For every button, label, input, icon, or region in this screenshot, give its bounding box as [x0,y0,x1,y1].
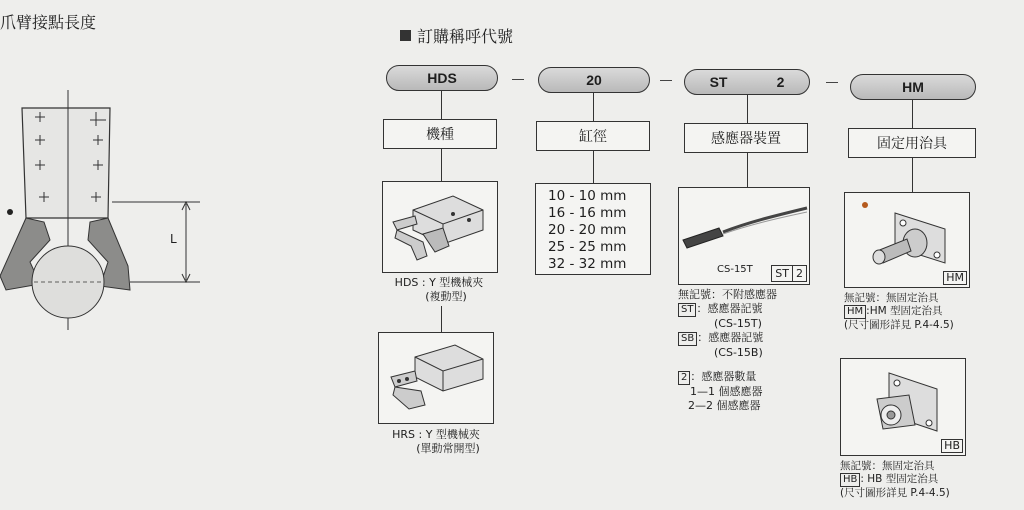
qty-text: ：感應器數量 [690,370,757,383]
code-sensor-text: ST [709,74,728,90]
gripper-length-diagram [0,90,220,340]
fixture-note-none: 無記號：無固定治具 [844,292,939,304]
bore-size-item: 32 - 32 mm [548,256,627,272]
sb-text: ：感應器記號 [697,331,764,344]
header-fixture: 固定用治具 [848,128,976,158]
fixture-note-ref: (尺寸圖形詳見 P.4-4.5) [844,319,954,331]
code-fixture-text: HM [902,79,924,95]
dimension-label-L: L [170,232,177,246]
model-caption-hrs [372,428,500,456]
hb-tag: HB [840,473,860,487]
model-caption-hds [380,276,498,304]
fixture-tag-hb: HB [941,439,963,453]
bleed-through-text [30,70,42,87]
qty-option: 2—2 個感應器 [688,399,761,412]
connector [441,91,442,119]
model-image-hds [382,181,498,273]
sensor-tag-code: ST [772,266,793,281]
connector [441,306,442,332]
fixture-image-hb [840,358,966,456]
sensor-code-tag [771,265,807,282]
code-sensor [684,69,810,95]
section-bullet-icon [400,30,411,41]
connector [441,149,442,181]
fixture-tag-hm: HM [943,271,967,285]
fixture-note-ref: (尺寸圖形詳見 P.4-4.5) [840,487,950,499]
code-bore [538,67,650,93]
fixture-notes-hb [840,460,950,500]
separator-dash [660,80,672,81]
separator-dash [512,79,524,80]
sb-tag: SB [678,332,697,346]
fixture-image-hm [844,192,970,288]
code-fixture [850,74,976,100]
sensor-image-box [678,187,810,285]
model-caption-line: (複動型) [425,290,467,303]
model-caption-line: HDS : Y 型機械夾 [394,276,484,289]
code-model [386,65,498,91]
st-text: ：感應器記號 [696,302,763,315]
connector [593,93,594,121]
sensor-notes [678,288,777,413]
sensor-note-qty [678,370,777,385]
fixture-notes-hm [844,292,954,332]
sensor-drawing [679,188,809,258]
bore-size-item: 25 - 25 mm [548,239,627,255]
sensor-note-sb [678,331,777,346]
qty-tag: 2 [678,371,690,385]
st-part: (CS-15T) [714,317,762,330]
bore-size-item: 10 - 10 mm [548,188,627,204]
code-sensor-qty-text: 2 [776,74,785,90]
sensor-part-label: CS-15T [717,264,753,275]
qty-option: 1—1 個感應器 [690,385,763,398]
connector [747,153,748,187]
section-title-text: 訂購稱呼代號 [417,27,514,46]
header-bore: 缸徑 [536,121,650,151]
fixture-note-none: 無記號：無固定治具 [840,460,935,472]
sensor-note-none: 無記號：不附感應器 [678,288,777,301]
bore-size-item: 16 - 16 mm [548,205,627,221]
gripper-hds-drawing [383,182,497,272]
connector [593,151,594,183]
hm-tag: HM [844,305,866,319]
model-caption-line: HRS : Y 型機械夾 [392,428,480,441]
separator-dash [826,82,838,83]
section-title [400,24,513,47]
sb-part: (CS-15B) [714,346,763,359]
header-model: 機種 [383,119,497,149]
connector [912,158,913,192]
code-bore-text: 20 [586,72,602,88]
gripper-hrs-drawing [379,333,493,423]
fixture-note-code [840,473,950,487]
code-model-text: HDS [427,70,457,86]
model-caption-line: (單動常開型) [416,442,480,455]
sensor-tag-qty: 2 [796,267,803,280]
st-tag: ST [678,303,696,317]
connector [912,100,913,128]
sensor-note-st [678,302,777,317]
header-sensor: 感應器裝置 [684,123,808,153]
fixture-note-code [844,305,954,319]
left-title: 爪臂接點長度 [0,13,97,32]
hm-text: :HM 型固定治具 [866,305,943,317]
model-image-hrs [378,332,494,424]
bore-size-list [535,183,651,275]
connector [747,95,748,123]
bore-size-item: 20 - 20 mm [548,222,627,238]
hb-text: : HB 型固定治具 [860,473,939,485]
